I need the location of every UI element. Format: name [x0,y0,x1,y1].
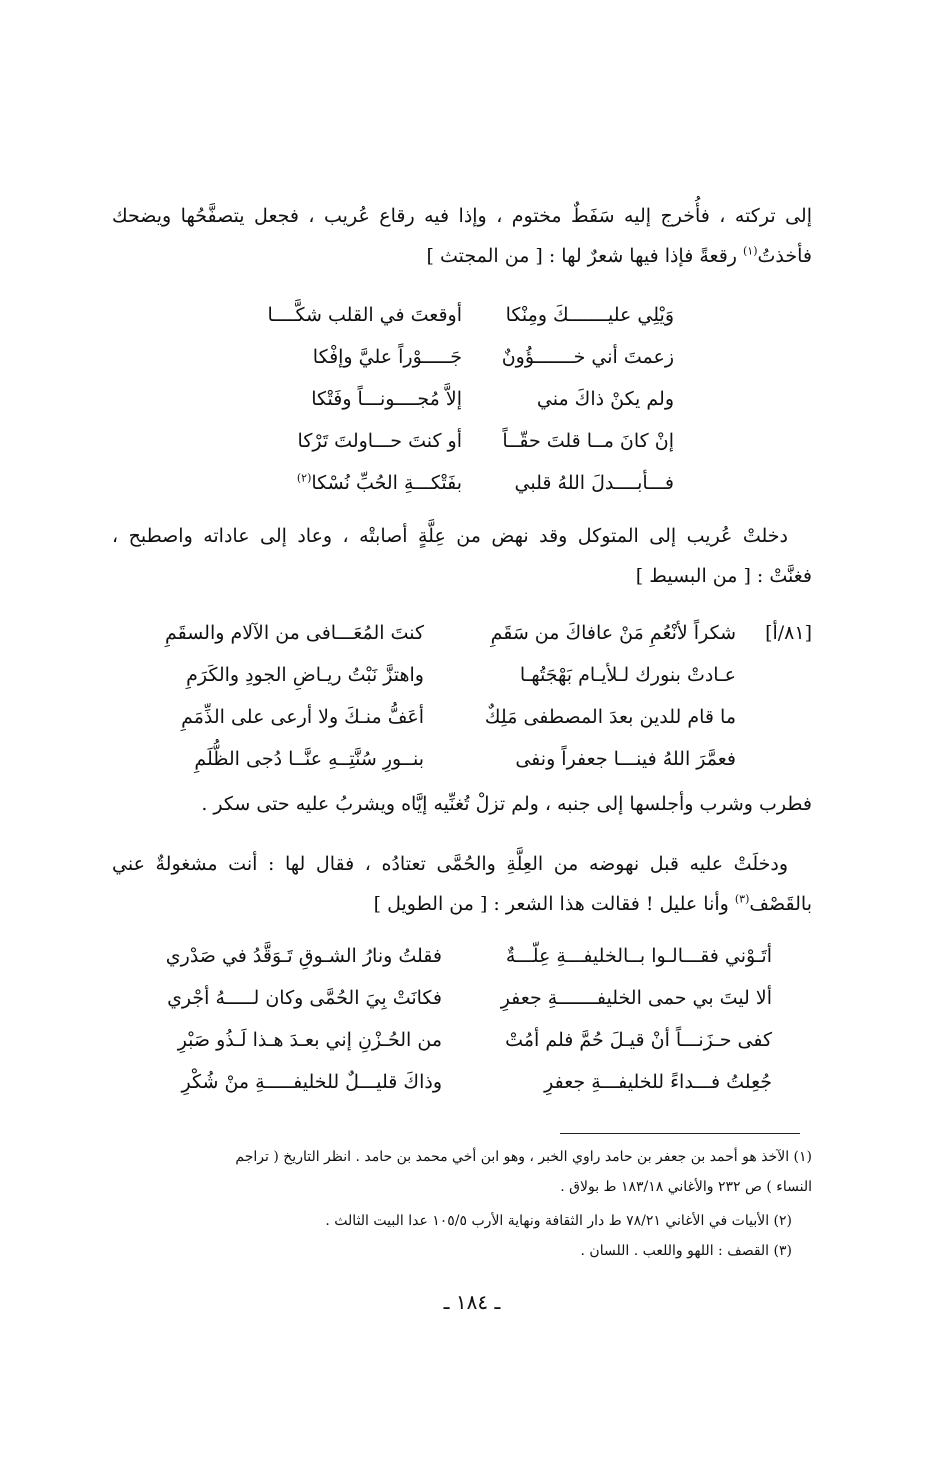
verse [0,654,944,696]
page-number: ـ ١٨٤ ـ [443,1290,501,1314]
hemistich-first: إنْ كانَ مــا قلتَ حقّــاً [502,430,674,452]
hemistich-first: عـادتْ بنورك لـلأيـام بَهْجَتُهـا [519,664,736,686]
footnote-text: (٢) الأبيات في الأغاني ٧٨/٢١ ط دار الثقافة ونهاية الأرب ١٠٥/٥ عدا البيت الثالث . [325,1213,792,1229]
hemistich-first: فـــأبــــدلَ اللهُ قلبي [514,472,674,494]
prose-text: رقعةً فإذا فيها شعرٌ لها : [ من المجتث ] [426,245,743,267]
prose-text: فطرب وشرب وأجلسها إلى جنبه ، ولم تزلْ تُغنِّيه إيَّاه ويشربُ عليه حتى سكر . [201,793,812,815]
hemistich-second: أو كنتَ حـــاولتَ تَرْكا [297,430,462,452]
hemistich-first: ما قام للدين بعدَ المصطفى مَلِكٌ [484,706,736,728]
hemistich-second: واهتزَّ نَبْتُ ريـاضِ الجودِ والكَرَمِ [186,664,424,686]
footnote-ref: (١) [743,244,758,258]
hemistich-second: فقلتُ ونارُ الشـوقِ تَـوَقَّدُ في صَدْري [165,945,442,967]
footnote-1-continued [112,1173,812,1201]
verse [0,294,944,336]
hemistich-second: كنتَ المُعَـــافى من الآلام والسقَمِ [164,622,424,644]
hemistich-second: فكانَتْ بِيَ الحُمَّى وكان لـــــهُ أجْري [167,987,442,1009]
hemistich-first: جُعِلتُ فـــداءً للخليفـــةِ جعفرِ [544,1071,772,1093]
hemistich-second: من الحُـزْنِ إني بعـدَ هـذا لَـذُو صَبْرِ [177,1029,442,1051]
poem-tawil [0,935,944,1103]
hemistich-second: إلاَّ مُجــــونـــاً وفَتْكا [311,388,462,410]
paragraph-line [112,885,812,923]
footnote-text: النساء ) ص ٢٣٢ والأغاني ١٨٣/١٨ ط بولاق . [560,1179,812,1195]
paragraph-line [112,845,812,883]
paragraph-line [112,197,812,235]
verse [0,1061,944,1103]
hemistich-second: بنــورِ سُنَّتِــهِ عنَّــا دُجى الظُّلَمِ [194,748,424,770]
hemistich-second: جَـــــوْراً عليَّ وإفْكا [312,346,462,368]
prose-text: إلى تركته ، فأُخرج إليه سَفَطٌ مختوم ، وإذا فيه رقاع عُريب ، فجعل يتصفَّحُها ويضحك [112,205,812,227]
verse [0,977,944,1019]
prose-text: فغنَّتْ : [ من البسيط ] [635,565,812,587]
hemistich-second [297,462,462,504]
footnote-separator [560,1133,800,1134]
hemistich-text: بفَتْكـــةِ الحُبِّ نُسْكا [311,472,462,494]
verse [0,738,944,780]
hemistich-first: أتَـوْني فقـــالـوا بــالخليفـــةِ عِلّـــةٌ [505,945,772,967]
footnote-ref: (٢) [296,471,312,485]
verse [0,696,944,738]
hemistich-first: وَيْلِي عليـــــــكَ ومِنْكا [505,304,674,326]
hemistich-first: ألا ليتَ بي حمى الخليفـــــــةِ جعفرِ [500,987,772,1009]
paragraph-line [112,237,812,275]
prose-text: وأنا عليل ! فقالت هذا الشعر : [ من الطويل ] [373,893,735,915]
footnote-text: (١) الآخذ هو أحمد بن جعفر بن حامد راوي الخبر ، وهو ابن أخي محمد بن حامد . انظر التاريخ ( تراجم [235,1149,812,1165]
prose-text: دخلتْ عُريب إلى المتوكل وقد نهض من عِلَّةٍ أصابتْه ، وعاد إلى عاداته واصطبح ، [112,525,788,547]
hemistich-first: شكراً لأنْعُمِ مَنْ عافاكَ من سَقَمِ [490,622,736,644]
folio-marker: [٨١/أ] [765,622,812,644]
footnote-3 [112,1237,792,1265]
footnote-1 [112,1143,812,1171]
hemistich-second: أعَفُّ منـكَ ولا أرعى على الذِّمَمِ [181,706,424,728]
paragraph-line [112,557,812,595]
verse [0,935,944,977]
verse [0,462,944,504]
poem-basit [0,612,944,780]
hemistich-first: كفى حـزَنـــاً أنْ قيـلَ حُمَّ فلم أمُتْ [505,1029,772,1051]
hemistich-second: أوقعتَ في القلب شكَّــــا [267,304,462,326]
hemistich-first: ولم يكنْ ذاكَ مني [536,388,674,410]
paragraph-line [112,517,812,555]
prose-text: فأخذتُ [757,245,812,267]
hemistich-first: فعمَّرَ اللهُ فينـــا جعفراً ونفى [515,748,736,770]
footnote-ref: (٣) [734,892,750,906]
footnote-2 [112,1207,792,1235]
verse [0,336,944,378]
prose-text: بالقَصْف [749,893,812,915]
verse [0,612,944,654]
hemistich-first: زعمتَ أني خـــــــؤُونٌ [501,346,674,368]
poem-mujtathth [0,294,944,504]
verse [0,420,944,462]
verse [0,378,944,420]
hemistich-second: وذاكَ قليـــلٌ للخليفـــــةِ منْ شُكْرِ [181,1071,442,1093]
verse [0,1019,944,1061]
footnote-text: (٣) القصف : اللهو واللعب . اللسان . [580,1243,792,1259]
prose-text: ودخلَتْ عليه قبل نهوضه من العِلَّةِ والحُمَّى تعتادُه ، فقال لها : أنت مشغولةٌ عني [112,853,788,875]
paragraph-line [112,785,812,823]
